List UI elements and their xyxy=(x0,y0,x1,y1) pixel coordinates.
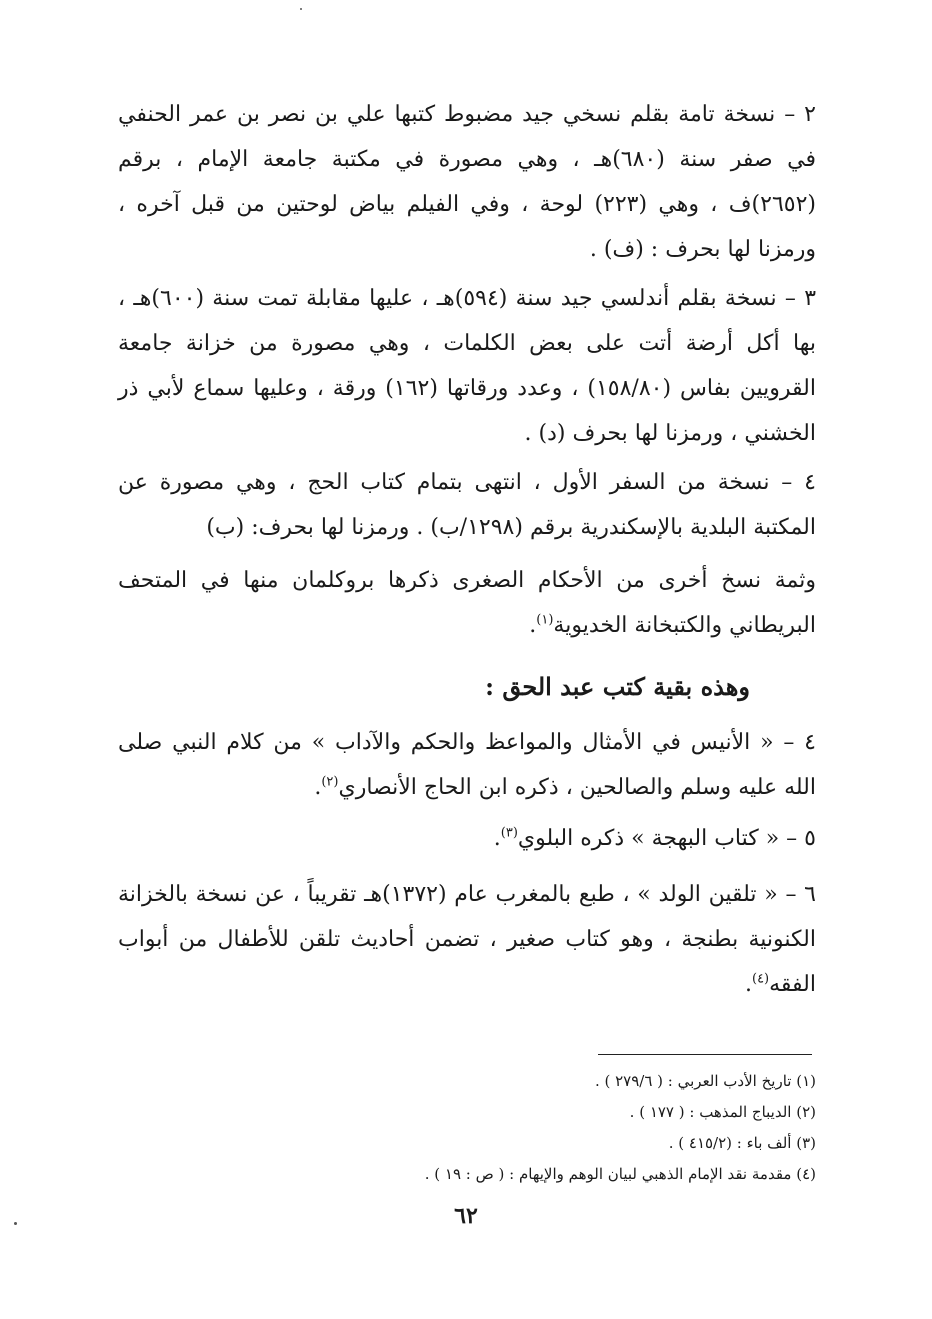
book-6-text: ٦ – « تلقين الولد » ، طبع بالمغرب عام (١٣٧٢)هـ تقريباً ، عن نسخة بالخزانة الكنونية بطنجة ، وهو كتاب صغير ، تضمن أحاديث تلقن للأطفال من أبواب الفقه xyxy=(118,882,816,997)
book-5-end: . xyxy=(493,826,501,851)
footnote-1: (١) تاريخ الأدب العربي : ( ٢٧٩/٦ ) . xyxy=(594,1072,816,1090)
book-6-end: . xyxy=(744,972,752,997)
page-number: ٦٢ xyxy=(454,1203,478,1229)
footnote-ref-4: (٤) xyxy=(751,971,770,987)
book-4-end: . xyxy=(314,775,322,800)
footnote-4: (٤) مقدمة نقد الإمام الذهبي لبيان الوهم والإيهام : ( ص : ١٩ ) . xyxy=(424,1165,816,1183)
footnote-separator xyxy=(598,1054,812,1055)
footnotes-list xyxy=(425,1066,816,1190)
book-6-paragraph xyxy=(118,872,816,1007)
book-5-text: ٥ – « كتاب البهجة » ذكره البلوي xyxy=(517,826,816,851)
other-copies-text: وثمة نسخ أخرى من الأحكام الصغرى ذكرها بروكلمان منها في المتحف البريطاني والكتبخانة الخديوية xyxy=(118,568,816,638)
other-copies-paragraph xyxy=(118,558,816,648)
footnote-2: (٢) الديباج المذهب : ( ١٧٧ ) . xyxy=(629,1103,816,1121)
manuscript-4-text: ٤ – نسخة من السفر الأول ، انتهى بتمام كتاب الحج ، وهي مصورة عن المكتبة البلدية بالإسكندرية برقم (١٢٩٨/ب) . ورمزنا لها بحرف: (ب) xyxy=(118,470,816,540)
book-4-text: ٤ – « الأنيس في الأمثال والمواعظ والحكم والآداب » من كلام النبي صلى الله عليه وسلم والصالحين ، ذكره ابن الحاج الأنصاري xyxy=(118,730,816,800)
manuscript-4-paragraph xyxy=(118,460,816,550)
footnote-3: (٣) ألف باء : (٤١٥/٢ ) . xyxy=(668,1134,816,1152)
book-4-paragraph xyxy=(118,720,816,810)
other-copies-end: . xyxy=(529,613,537,638)
footnote-ref-3: (٣) xyxy=(500,825,518,841)
manuscript-2-text: ٢ – نسخة تامة بقلم نسخي جيد مضبوط كتبها علي بن نصر بن عمر الحنفي في صفر سنة (٦٨٠)هـ ، وهي مصورة في مكتبة جامعة الإمام ، برقم (٢٦٥٢)ف ، وهي (٢٢٣) لوحة ، وفي الفيلم بياض لوحتين من قبل آخره ، ورمزنا لها بحرف : (ف) . xyxy=(118,102,816,262)
book-5-paragraph xyxy=(118,816,816,861)
manuscript-2-paragraph xyxy=(118,92,816,272)
manuscript-3-paragraph xyxy=(118,276,816,456)
footnote-ref-1: (١) xyxy=(536,612,554,628)
footnote-ref-2: (٢) xyxy=(321,774,339,790)
scan-speck xyxy=(300,8,302,10)
manuscript-3-text: ٣ – نسخة بقلم أندلسي جيد سنة (٥٩٤)هـ ، عليها مقابلة تمت سنة (٦٠٠)هـ ، بها أكل أرضة أتت على بعض الكلمات ، وهي مصورة من خزانة جامعة القرويين بفاس (١٥٨/٨٠) ، وعدد ورقاتها (١٦٢) ورقة ، وعليها سماع لأبي ذر الخشني ، ورمزنا لها بحرف (د) . xyxy=(118,286,817,446)
scan-speck xyxy=(14,1222,17,1225)
section-heading: وهذه بقية كتب عبد الحق : xyxy=(485,672,750,701)
